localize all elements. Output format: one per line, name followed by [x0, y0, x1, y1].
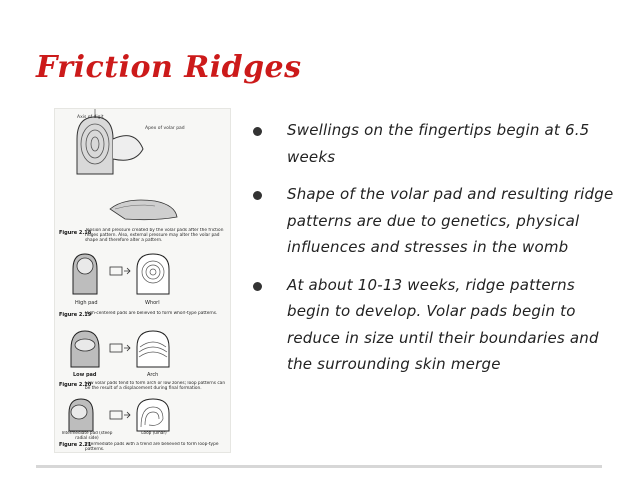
bullet-list — [250, 117, 620, 389]
loop-pattern-drawing — [137, 399, 169, 431]
fig-218-number: Figure 2.18 — [59, 230, 92, 236]
axis-label: Axis of digit — [77, 115, 104, 120]
slide-title: Friction Ridges — [36, 50, 302, 85]
apex-label: Apex of volar pad — [145, 126, 185, 131]
bullet-dot-icon — [253, 127, 262, 136]
loop-label: Loop (ulnar) — [141, 431, 167, 435]
intermediate-pad-drawing — [69, 399, 93, 431]
fig-220-number: Figure 2.20 — [59, 382, 92, 388]
footer-divider — [36, 465, 602, 468]
fig-220-caption: Low volar pads tend to form arch or low zones; loop patterns can be the result of a displacement during final formation. — [85, 381, 226, 391]
whorl-label: Whorl — [145, 300, 160, 306]
fig-218-caption: Tension and pressure created by the volar pads after the friction ridges pattern. Also, external pressure may alter the volar pad shape and therefore alter a pattern. — [85, 228, 224, 243]
bullet-item — [250, 272, 620, 378]
high-pad-drawing — [73, 254, 97, 294]
fig-219-caption-wrap — [85, 311, 227, 323]
whorl-pattern-drawing — [137, 254, 169, 294]
bullet-dot-icon — [253, 282, 262, 291]
embryology-figure — [54, 108, 231, 453]
figure-illustration — [55, 109, 230, 452]
bullet-item — [250, 181, 620, 261]
arch-pattern-drawing — [137, 331, 169, 367]
fig-219-caption: High-centered pads are believed to form whorl-type patterns. — [85, 311, 218, 316]
bullet-text: Shape of the volar pad and resulting ridge patterns are due to genetics, physical influences and stresses in the womb — [287, 185, 614, 256]
fig-221-number: Figure 2.21 — [59, 442, 92, 448]
high-pad-label: High pad — [75, 300, 98, 306]
bullet-dot-icon — [253, 191, 262, 200]
fig-219-number: Figure 2.19 — [59, 312, 92, 318]
intermediate-pad-label: Intermediate pad (steep radial side) — [61, 431, 113, 440]
low-pad-drawing — [71, 331, 99, 367]
fig-220-caption-wrap — [85, 381, 227, 399]
low-pad-label: Low pad — [73, 372, 97, 378]
bullet-text: Swellings on the fingertips begin at 6.5 weeks — [287, 121, 590, 166]
fig-221-caption-wrap — [85, 442, 227, 452]
fig-218-caption-wrap — [85, 228, 227, 250]
pad-cross-section-drawing — [110, 200, 177, 220]
arch-label: Arch — [147, 372, 159, 378]
bullet-text: At about 10-13 weeks, ridge patterns begin to develop. Volar pads begin to reduce in size until their boundaries and the surrounding skin merge — [287, 275, 599, 373]
fig-221-caption: Intermediate pads with a trend are believed to form loop-type patterns. — [85, 442, 219, 452]
bullet-item — [250, 117, 620, 170]
